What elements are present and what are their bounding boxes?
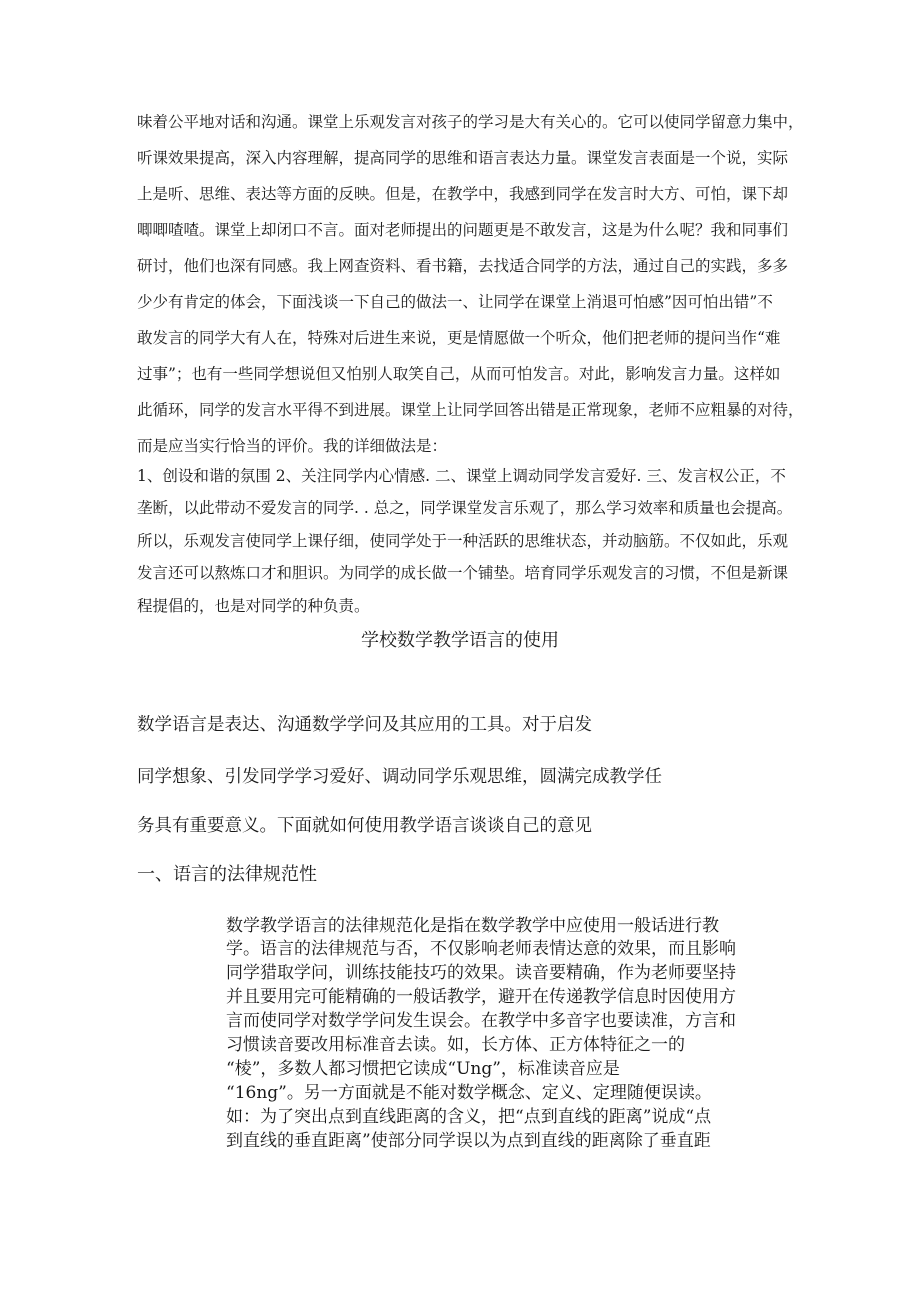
text-line: 并且要用完可能精确的一般话教学，避开在传递教学信息时因使用方: [226, 987, 736, 1007]
heading-1: 一、语言的法律规范性: [137, 864, 317, 885]
text-line: 同学想象、引发同学学习爱好、调动同学乐观思维，圆满完成教学任: [137, 767, 662, 787]
text-line: 少少有肯定的体会，下面浅谈一下自己的做法一、让同学在课堂上消退可怕感”因可怕出错”不: [137, 293, 773, 311]
section-title: 学校数学教学语言的使用: [361, 630, 559, 651]
text-line: 垄断，以此带动不爱发言的同学. . 总之，同学课堂发言乐观了，那么学习效率和质量也会提高。: [137, 499, 793, 517]
text-line: 此循环，同学的发言水平得不到进展。课堂上让同学回答出错是正常现象，老师不应粗暴的对待，: [137, 401, 804, 419]
text-line: “16ng”。另一方面就是不能对数学概念、定义、定理随便误读。: [226, 1083, 712, 1103]
text-line: 同学猎取学问，训练技能技巧的效果。读音要精确，作为老师要坚持: [226, 963, 736, 983]
text-line: 如：为了突出点到直线距离的含义，把“点到直线的距离”说成“点: [226, 1107, 712, 1127]
text-line: 听课效果提高，深入内容理解，提高同学的思维和语言表达力量。课堂发言表面是一个说，实际: [137, 149, 789, 167]
text-line: 研讨，他们也深有同感。我上网查资料、看书籍，去找适合同学的方法，通过自己的实践，多多: [137, 257, 789, 275]
text-line: 习惯读音要改用标准音去读。如，长方体、正方体特征之一的: [226, 1035, 685, 1055]
text-line: 数学语言是表达、沟通数学学问及其应用的工具。对于启发: [137, 715, 592, 735]
text-line: 敢发言的同学大有人在，特殊对后进生来说，更是情愿做一个听众，他们把老师的提问当作“难: [137, 329, 781, 347]
text-line: 上是听、思维、表达等方面的反映。但是，在教学中，我感到同学在发言时大方、可怕，课下却: [137, 185, 789, 203]
text-line: 学。语言的法律规范与否，不仅影响老师表情达意的效果，而且影响: [226, 939, 736, 959]
text-line: 所以，乐观发言使同学上课仔细，使同学处于一种活跃的思维状态，并动脑筋。不仅如此，乐观: [137, 532, 789, 550]
text-line: 味着公平地对话和沟通。课堂上乐观发言对孩子的学习是大有关心的。它可以使同学留意力集中，: [137, 113, 804, 131]
text-line: 程提倡的，也是对同学的种负责。: [137, 597, 370, 615]
text-line: 而是应当实行恰当的评价。我的详细做法是：: [137, 437, 448, 455]
text-line: “棱”，多数人都习惯把它读成“Ung”，标准读音应是: [226, 1059, 620, 1079]
text-line: 唧唧喳喳。课堂上却闭口不言。面对老师提出的问题更是不敢发言，这是为什么呢？我和同事们: [137, 221, 789, 239]
text-line: 过事”；也有一些同学想说但又怕别人取笑自己，从而可怕发言。对此，影响发言力量。这样如: [137, 365, 781, 383]
text-line: 数学教学语言的法律规范化是指在数学教学中应使用一般话进行教: [226, 916, 719, 936]
text-line: 务具有重要意义。下面就如何使用教学语言谈谈自己的意见: [137, 816, 592, 836]
text-line: 1、创设和谐的氛围 2、关注同学内心情感. 二、课堂上调动同学发言爱好. 三、发言权公正，不: [137, 467, 786, 485]
text-line: 言而使同学对数学学问发生误会。在教学中多音字也要读准，方言和: [226, 1011, 736, 1031]
text-line: 发言还可以熬炼口才和胆识。为同学的成长做一个铺垫。培育同学乐观发言的习惯，不但是新课: [137, 564, 789, 582]
text-line: 到直线的垂直距离”使部分同学误以为点到直线的距离除了垂直距: [226, 1131, 711, 1151]
